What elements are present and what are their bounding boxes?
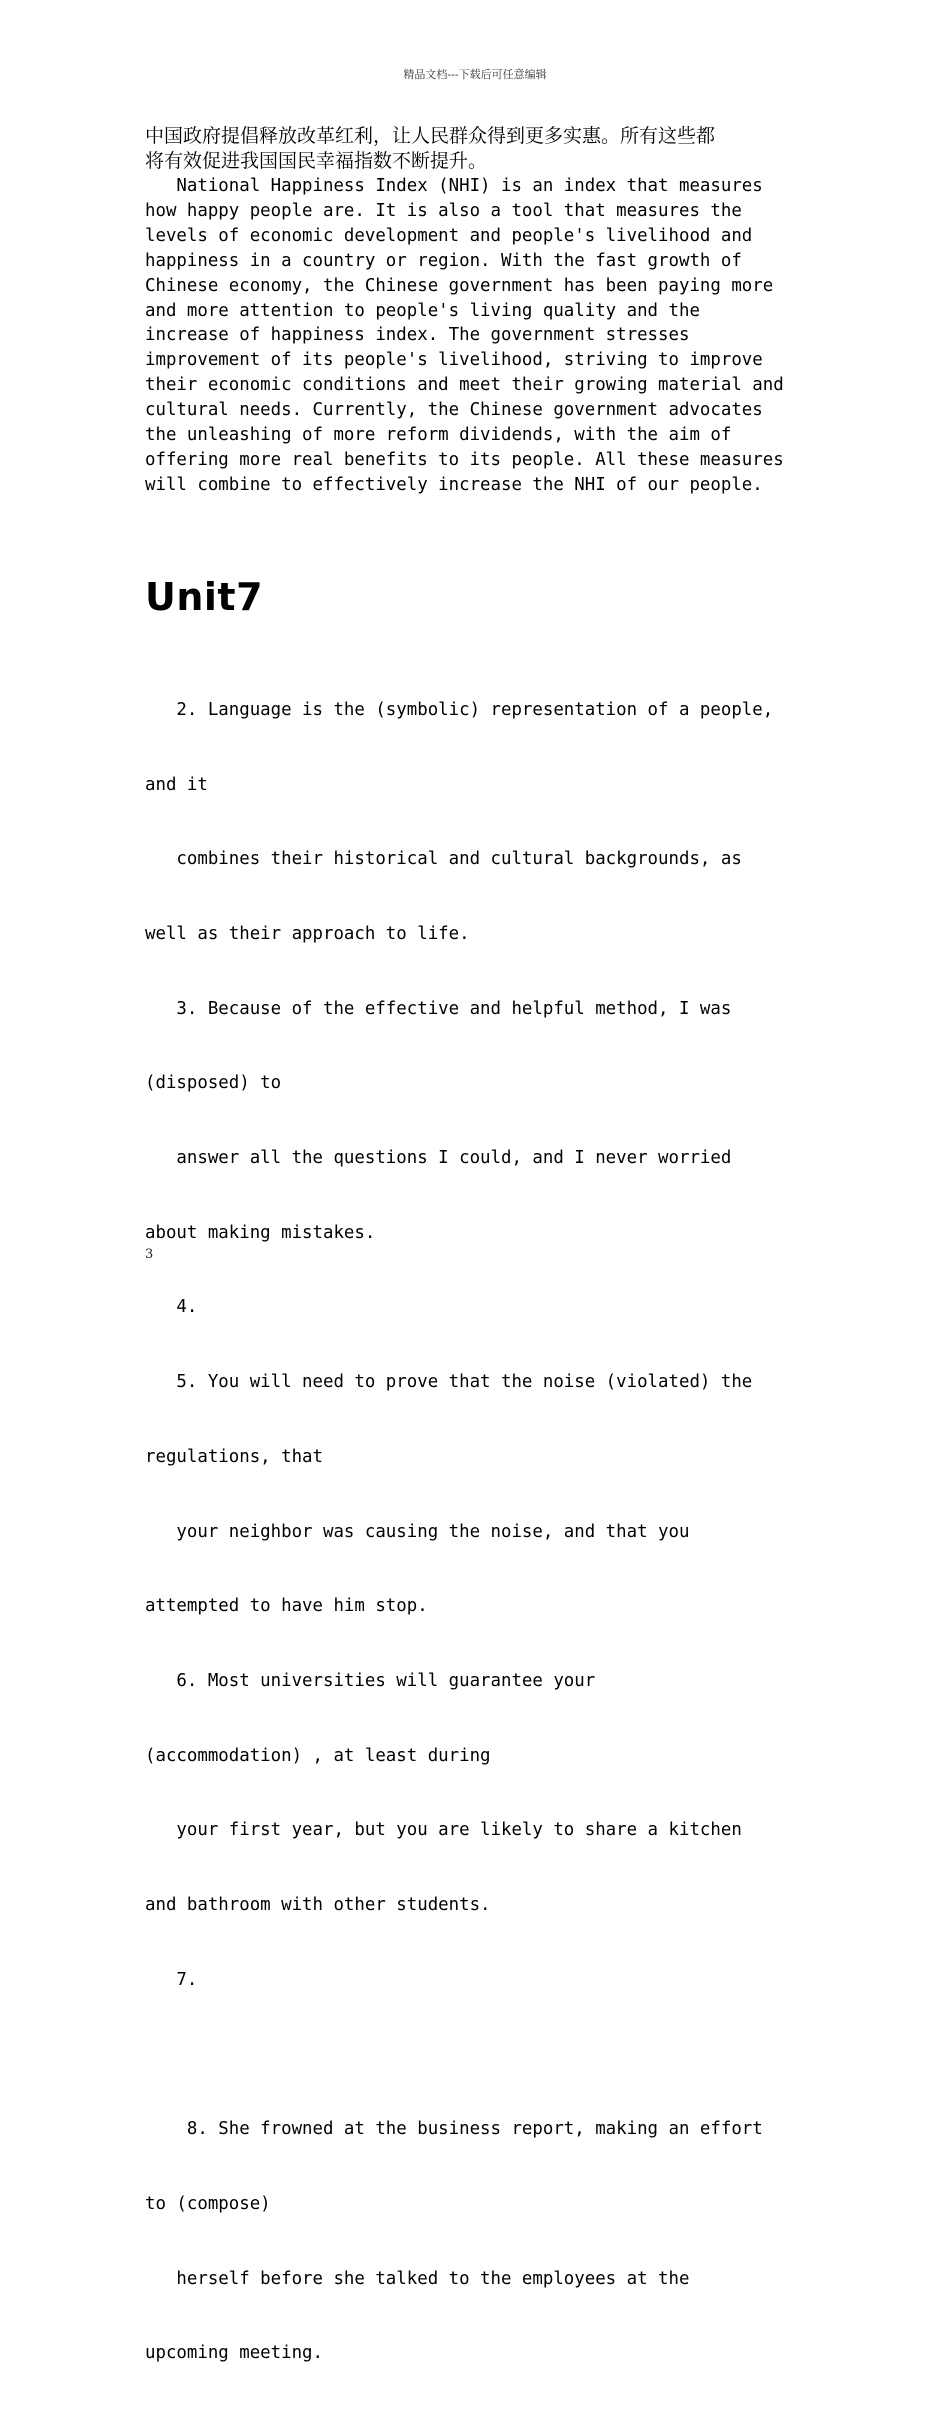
english-line: their economic conditions and meet their growing material and	[145, 375, 784, 396]
answer-line: your neighbor was causing the noise, and that you	[145, 1521, 690, 1542]
english-line: and more attention to people's living quality and the	[145, 300, 700, 321]
page-header: 精品文档---下载后可任意编辑	[403, 68, 547, 81]
chinese-line: 中国政府提倡释放改革红利，让人民群众得到更多实惠。所有这些都	[145, 125, 716, 147]
english-line: cultural needs. Currently, the Chinese government advocates	[145, 400, 763, 421]
answer-line: 4.	[145, 1297, 198, 1318]
english-line: increase of happiness index. The government stresses	[145, 325, 690, 346]
answer-line: answer all the questions I could, and I never worried	[145, 1148, 732, 1169]
english-line: how happy people are. It is also a tool that measures the	[145, 200, 742, 221]
english-line: the unleashing of more reform dividends, with the aim of	[145, 425, 732, 446]
answer-line: (disposed) to	[145, 1073, 282, 1094]
page-number: 3	[145, 1247, 154, 1262]
answer-line: 3. Because of the effective and helpful method, I was	[145, 998, 732, 1019]
english-line: will combine to effectively increase the NHI of our people.	[145, 474, 763, 495]
english-line: happiness in a country or region. With the fast growth of	[145, 250, 742, 271]
english-line: improvement of its people's livelihood, striving to improve	[145, 350, 763, 371]
answer-line: about making mistakes.	[145, 1222, 376, 1243]
answer-line: 6. Most universities will guarantee your	[145, 1670, 596, 1691]
answer-line: 7.	[145, 1969, 198, 1990]
answer-line: regulations, that	[145, 1446, 323, 1467]
english-line: levels of economic development and people's livelihood and	[145, 225, 753, 246]
answer-line: combines their historical and cultural backgrounds, as	[145, 849, 742, 870]
english-line: National Happiness Index (NHI) is an index that measures	[145, 176, 763, 196]
answer-line: attempted to have him stop.	[145, 1596, 428, 1617]
answer-line	[145, 2042, 845, 2067]
answer-line: upcoming meeting.	[145, 2343, 323, 2364]
answer-line: and it	[145, 774, 208, 795]
answer-line: well as their approach to life.	[145, 923, 470, 944]
answer-line: to (compose)	[145, 2193, 271, 2214]
answer-line: (accommodation) , at least during	[145, 1745, 491, 1766]
english-line: Chinese economy, the Chinese government has been paying more	[145, 275, 774, 296]
answer-line: your first year, but you are likely to share a kitchen	[145, 1820, 742, 1841]
answer-line: herself before she talked to the employees at the	[145, 2268, 690, 2289]
english-paragraph	[145, 174, 825, 498]
answer-line: 8. She frowned at the business report, making an effort	[145, 2119, 763, 2140]
answer-line: 2. Language is the (symbolic) representation of a people,	[145, 699, 774, 720]
unit-heading: Unit7	[145, 575, 264, 619]
answer-line: 5. You will need to prove that the noise (violated) the	[145, 1372, 753, 1393]
answer-list	[145, 648, 845, 2416]
english-line: offering more real benefits to its people. All these measures	[145, 449, 784, 470]
chinese-paragraph	[145, 124, 825, 174]
answer-line: and bathroom with other students.	[145, 1895, 491, 1916]
chinese-line: 将有效促进我国国民幸福指数不断提升。	[145, 150, 488, 172]
